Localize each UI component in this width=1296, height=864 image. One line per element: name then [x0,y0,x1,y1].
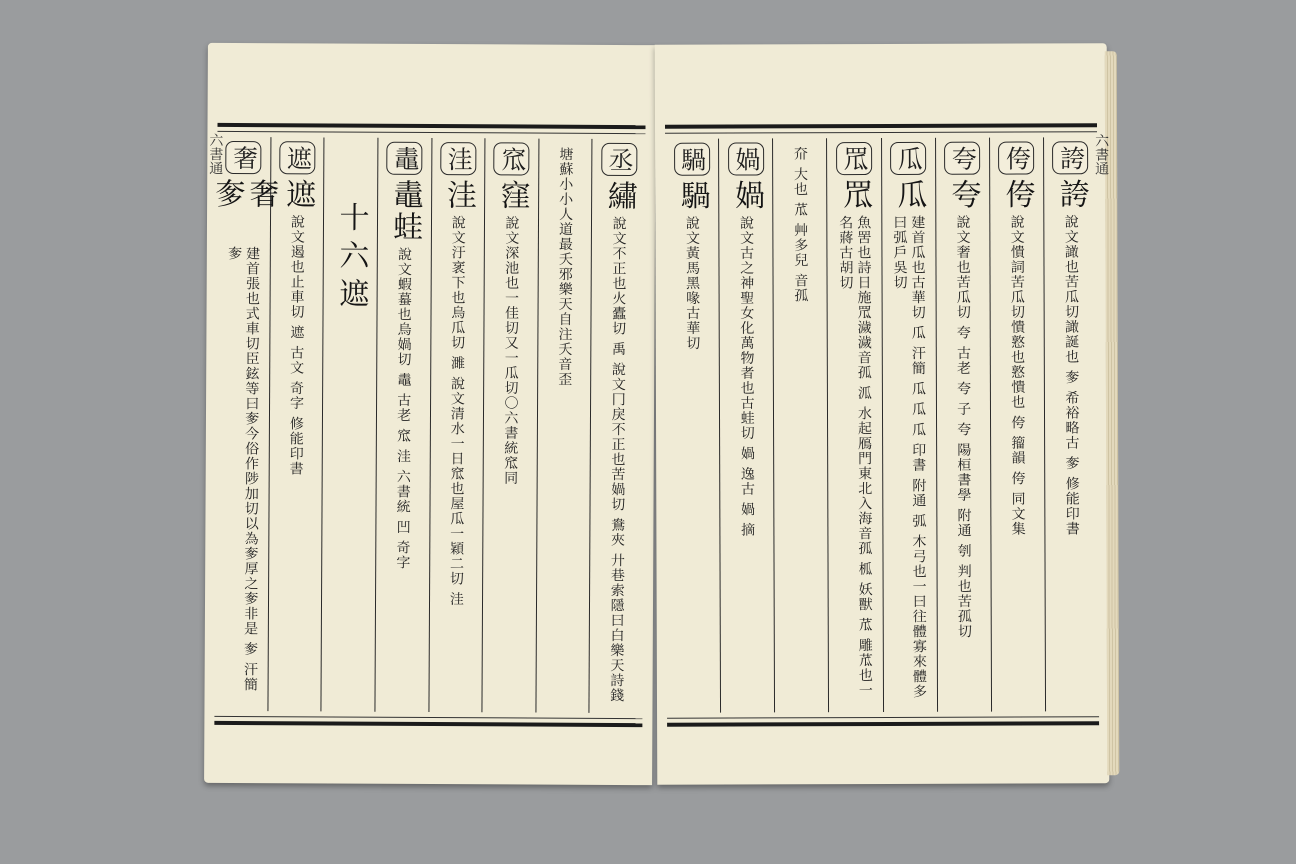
text-column [374,138,431,712]
right-page-frame [665,123,1099,727]
open-book [200,44,1120,794]
left-page [204,43,656,785]
entry-headword: 丞 [601,143,637,176]
annotation-text: 魚罟也詩日施罛濊濊音孤 泒 水起鴈門東北入海音孤 柧 妖獸 苽 雕苽也一名蔣古胡切 [837,215,873,698]
entry-headword: 遮 [279,141,315,174]
annotation-text: 說文遏也止車切 遮 古文 奇字 修能印書 [287,214,305,477]
annotation-text: 說文汙衺下也烏瓜切 濉 說文清水一日窊也屋瓜一穎二切 洼 [447,215,466,607]
annotation-text: 說文古之神聖女化萬物者也古蛙切 媧 逸古 媧 摘 [737,215,756,538]
annotation-text: 建首張也式車切臣鉉等曰奓今俗作陟加切以為奓厚之奓非是 奓 汗簡 奓 [226,245,261,692]
annotation-text: 夼 大也 苽 艸多兒 音孤 [791,146,809,304]
left-page-columns [209,137,645,713]
seal-script-glyphs: 誇 [1053,178,1089,211]
seal-script-glyphs: 窪 [494,179,530,212]
seal-script-glyphs: 媧 [728,179,764,212]
entry-headword: 窊 [494,142,530,175]
entry-headword: 洼 [440,142,476,175]
seal-script-glyphs: 夸 [945,178,981,211]
text-column [935,138,991,712]
text-column [881,138,937,712]
text-column [321,137,378,711]
right-page [655,43,1110,785]
left-margin-title: 六書通 [207,132,224,175]
annotation-text: 說文奢也苦瓜切 夸 古老 夸 子 夸 陽桓書學 附通 刳 判也苦孤切 [954,214,972,639]
right-margin-title: 六書通 [1093,133,1110,176]
entry-headword: 侉 [998,141,1034,174]
seal-script-glyphs: 奢奓 [209,177,279,211]
right-page-columns [665,137,1099,713]
seal-script-glyphs: 騧 [674,179,710,212]
annotation-text: 說文憒詞苦瓜切憒憝也憝憒也 侉 籀韻 侉 同文集 [1008,214,1026,537]
annotation-text: 建首瓜也古華切 瓜 汗簡 瓜 瓜 瓜 印書 附通 弧 木弓也一曰往體寡來體多曰弧戶吳切 [891,214,928,699]
text-column [772,138,828,712]
text-column [535,139,592,713]
text-column [718,138,774,712]
annotation-text: 說文深池也一佳切又一瓜切〇六書統窊同 [502,215,520,486]
entry-headword: 奢 [226,141,262,174]
annotation-text: 說文蝦蟇也烏媧切 鼃 古老 窊 洼 六書統 凹 奇字 [394,246,413,571]
annotation-text: 說文不正也火蠹切 禹 說文冂戾不正也苦媧切 鴦夾 廾巷索隱曰白樂天詩錢 [608,215,627,703]
text-column [826,138,882,712]
seal-script-glyphs: 繡 [601,179,637,213]
seal-script-glyphs: 洼 [440,179,477,212]
entry-headword: 鼃 [386,142,422,175]
text-column [1043,137,1099,711]
entry-headword: 瓜 [890,142,926,175]
annotation-text: 塘蘇小小人道最夭邪樂天自注夭音歪 [556,146,574,387]
text-column [209,137,279,711]
entry-headword: 罛 [836,142,872,175]
left-page-frame [209,123,645,727]
seal-script-glyphs: 侉 [999,178,1035,211]
entry-headword: 騧 [674,143,710,176]
seal-script-glyphs: 遮 [280,178,316,211]
annotation-text: 說文黃馬黑喙古華切 [683,215,701,351]
text-column [989,137,1045,711]
seal-script-glyphs: 鼃蛙 [387,178,423,243]
text-column [665,139,720,713]
annotation-text: 說文譀也苦瓜切譀誕也 奓 希裕略古 奓 修能印書 [1062,214,1080,537]
text-column [589,139,646,713]
entry-headword: 誇 [1052,141,1088,174]
entry-headword: 媧 [728,142,764,175]
text-column [482,138,539,712]
entry-headword: 夸 [944,142,980,175]
section-heading: 十六遮 [333,201,369,316]
seal-script-glyphs: 瓜 [891,178,927,211]
text-column [428,138,485,712]
seal-script-glyphs: 罛 [837,179,873,212]
